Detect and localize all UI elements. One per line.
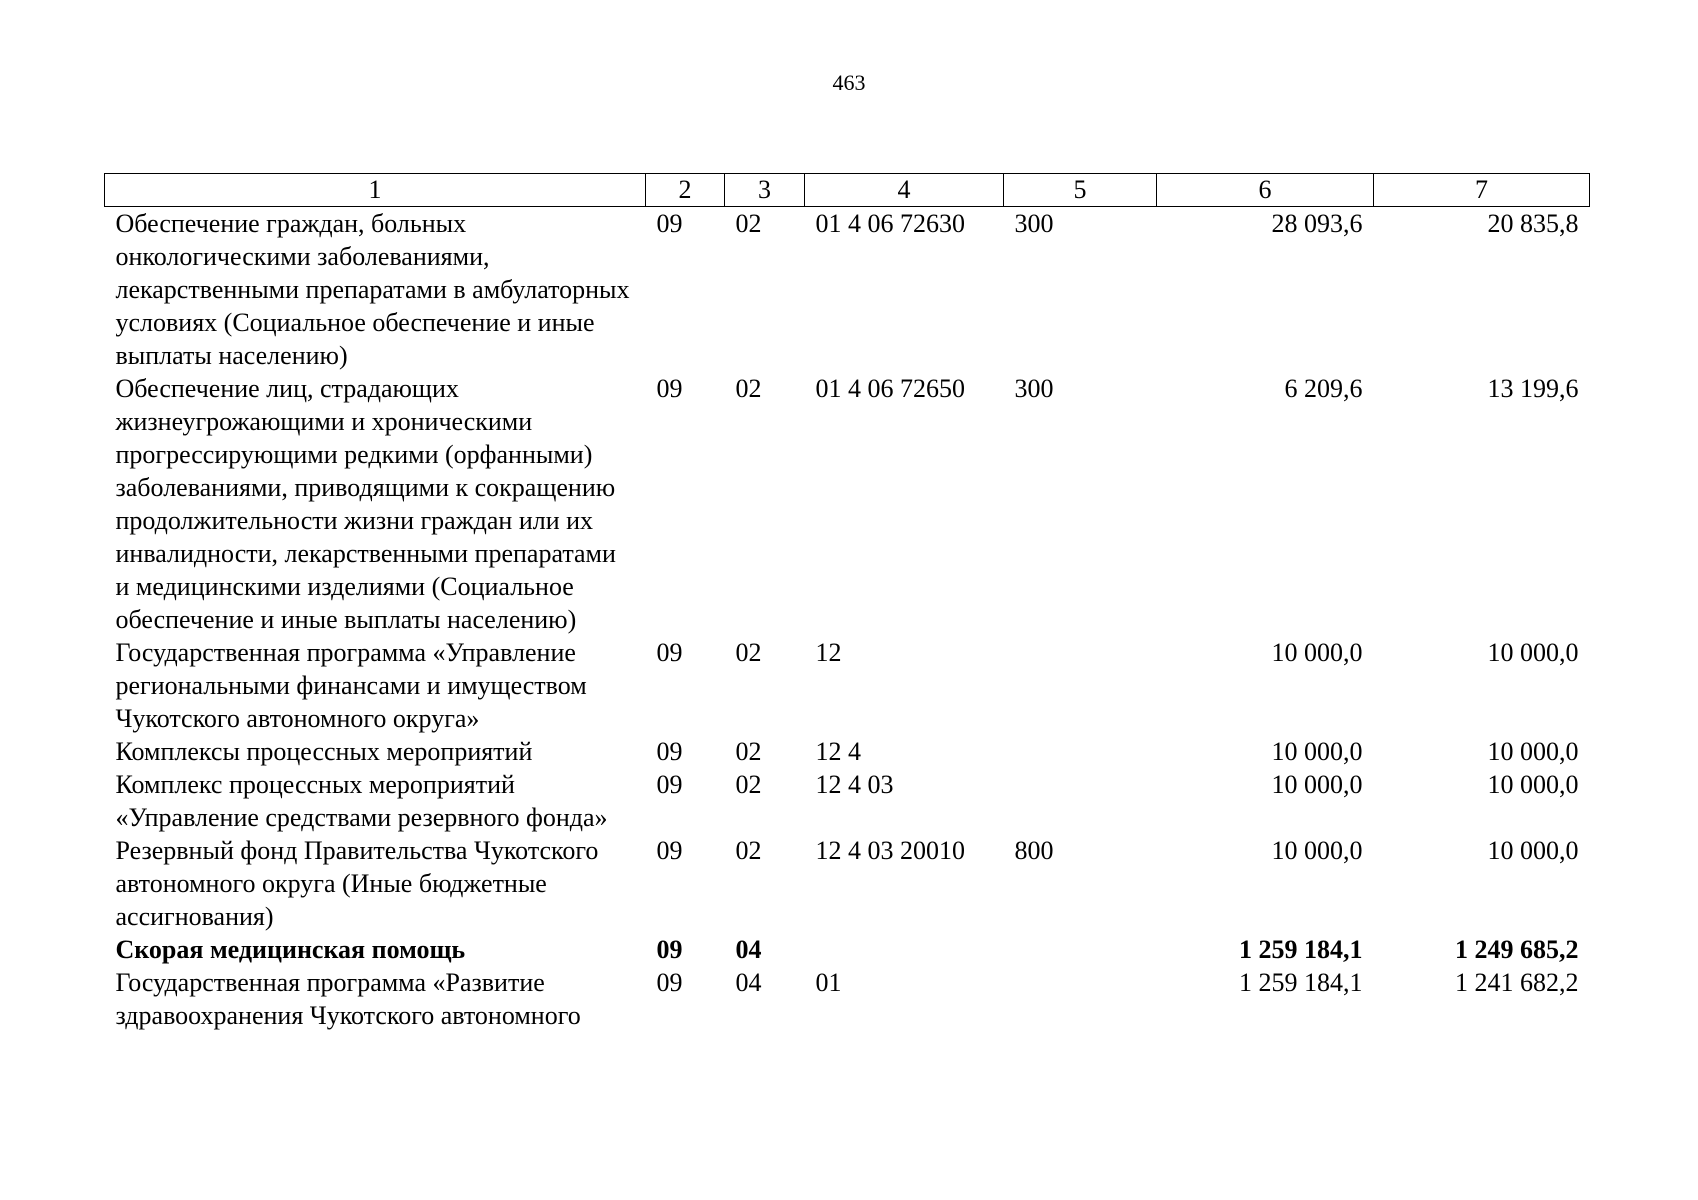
row-amount-2: 20 835,8 [1487,209,1579,238]
row-section: 09 [656,737,683,766]
header-row [105,174,1590,207]
row-expense-type [1004,933,1157,966]
row-name: Скорая медицинская помощь [115,935,466,964]
row-subsection: 02 [735,770,762,799]
column-header: 1 [105,174,646,207]
row-amount-1: 10 000,0 [1271,638,1363,667]
row-expense-type [1004,735,1157,768]
row-expense-type: 300 [1014,209,1054,238]
column-header: 2 [646,174,725,207]
row-amount-1: 28 093,6 [1271,209,1363,238]
row-section: 09 [656,836,683,865]
row-section: 09 [656,935,683,964]
row-amount-1: 10 000,0 [1271,770,1363,799]
row-subsection: 02 [735,374,762,403]
row-subsection: 02 [735,836,762,865]
row-target-article: 01 4 06 72630 [815,209,965,238]
row-name: Резервный фонд Правительства Чукотского автономного округа (Иные бюджетные ассигнования) [115,836,599,931]
row-amount-1: 1 259 184,1 [1239,968,1363,997]
row-section: 09 [656,770,683,799]
table-row [105,966,1590,1032]
row-name: Государственная программа «Развитие здравоохранения Чукотского автономного [115,968,581,1030]
row-target-article: 01 4 06 72650 [815,374,965,403]
row-target-article: 12 4 [815,737,861,766]
column-header: 6 [1157,174,1374,207]
row-amount-1: 10 000,0 [1271,737,1363,766]
row-expense-type: 800 [1014,836,1054,865]
row-amount-2: 1 249 685,2 [1455,935,1579,964]
row-amount-2: 10 000,0 [1487,737,1579,766]
row-target-article: 12 4 03 20010 [815,836,965,865]
row-target-article: 12 [815,638,842,667]
row-subsection: 02 [735,209,762,238]
row-amount-1: 10 000,0 [1271,836,1363,865]
row-name: Обеспечение граждан, больных онкологическими заболеваниями, лекарственными препаратами в амбулаторных условиях (Социальное обеспечение и иные выплаты населению) [115,209,630,370]
page-number: 463 [832,70,866,95]
row-expense-type [1004,768,1157,834]
row-name: Комплексы процессных мероприятий [115,737,533,766]
row-target-article [805,933,1004,966]
row-amount-1: 6 209,6 [1284,374,1363,403]
row-name: Государственная программа «Управление региональными финансами и имуществом Чукотского автономного округа» [115,638,587,733]
row-section: 09 [656,638,683,667]
row-amount-1: 1 259 184,1 [1239,935,1363,964]
row-amount-2: 10 000,0 [1487,638,1579,667]
row-target-article: 01 [815,968,842,997]
table-row [105,933,1590,966]
table-row [105,768,1590,834]
table-row [105,834,1590,933]
row-expense-type [1004,966,1157,1032]
table-row [105,735,1590,768]
row-section: 09 [656,968,683,997]
column-header: 3 [725,174,805,207]
row-section: 09 [656,374,683,403]
row-expense-type: 300 [1014,374,1054,403]
row-subsection: 02 [735,737,762,766]
row-section: 09 [656,209,683,238]
row-amount-2: 13 199,6 [1487,374,1579,403]
row-name: Комплекс процессных мероприятий «Управление средствами резервного фонда» [115,770,608,832]
table-row [105,636,1590,735]
row-subsection: 02 [735,638,762,667]
row-amount-2: 1 241 682,2 [1455,968,1579,997]
budget-table [104,173,1590,1032]
row-amount-2: 10 000,0 [1487,836,1579,865]
row-amount-2: 10 000,0 [1487,770,1579,799]
row-target-article: 12 4 03 [815,770,894,799]
row-subsection: 04 [735,968,762,997]
column-header: 4 [805,174,1004,207]
row-expense-type [1004,636,1157,735]
table-row [105,207,1590,373]
row-subsection: 04 [735,935,762,964]
row-name: Обеспечение лиц, страдающих жизнеугрожающими и хроническими прогрессирующими редкими (орфанными) заболеваниями, приводящими к сокращению продолжительности жизни граждан или их инвалидности, лекарственными препаратами и медицинскими изделиями (Социальное обеспечение и иные выплаты населению) [115,374,616,634]
table-row [105,372,1590,636]
column-header: 7 [1374,174,1590,207]
column-header: 5 [1004,174,1157,207]
